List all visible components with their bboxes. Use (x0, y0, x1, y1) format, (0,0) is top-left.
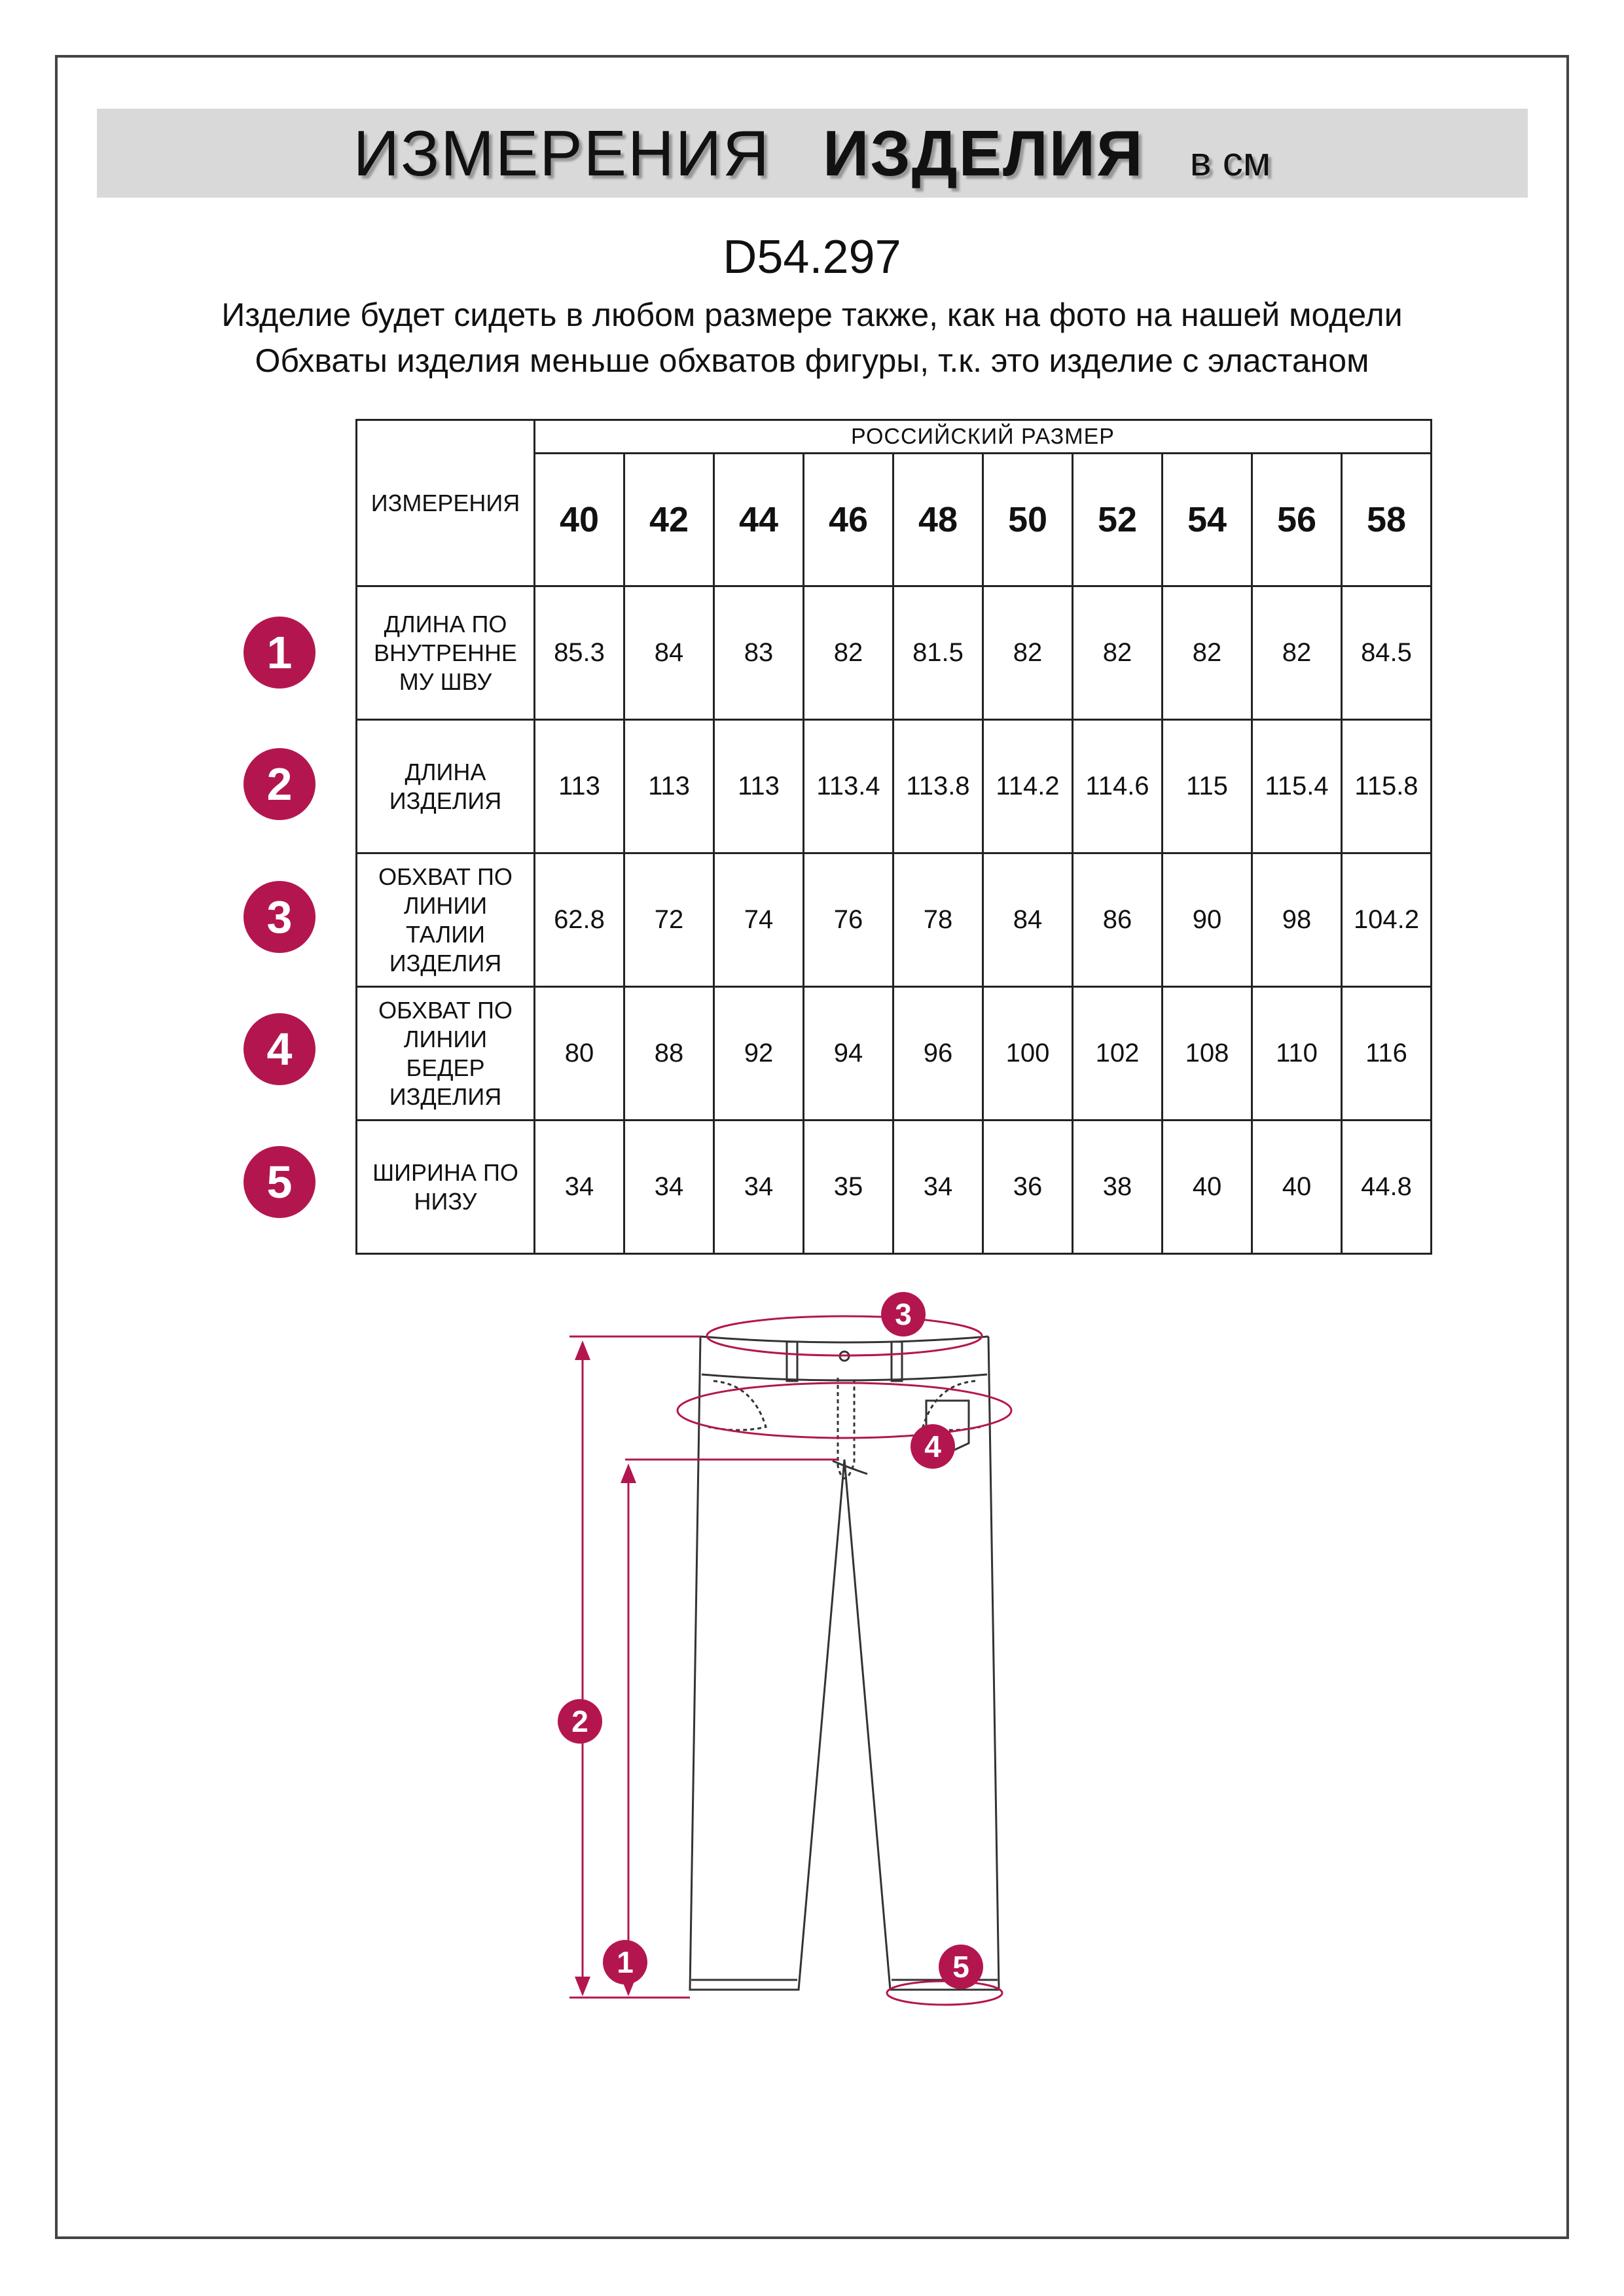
jeans-diagram (537, 1270, 1152, 2251)
table-cell: 113 (714, 720, 804, 853)
diagram-marker-4 (911, 1424, 955, 1469)
table-cell: 114.6 (1073, 720, 1163, 853)
table-cell: 88 (624, 987, 714, 1121)
table-cell: 113.8 (893, 720, 983, 853)
stretch-note: Обхваты изделия меньше обхватов фигуры, т.к. это изделие с эластаном (255, 342, 1369, 379)
table-cell: 115.4 (1252, 720, 1342, 853)
measurement-label-line: ОБХВАТ ПО (378, 996, 513, 1024)
table-row (357, 987, 1432, 1121)
table-cell: 40 (1252, 1121, 1342, 1254)
size-header-40: 40 (535, 454, 624, 586)
table-cell: 76 (804, 853, 893, 987)
diagram-marker-2 (558, 1699, 602, 1744)
table-cell: 113 (624, 720, 714, 853)
measurement-label-line: ИЗДЕЛИЯ (389, 949, 502, 977)
size-header-52: 52 (1073, 454, 1163, 586)
size-header-54: 54 (1163, 454, 1252, 586)
marker-number: 5 (952, 1950, 969, 1984)
table-cell: 116 (1342, 987, 1432, 1121)
row-number-badge: 1 (244, 617, 316, 689)
table-cell: 82 (983, 586, 1073, 720)
table-cell: 34 (714, 1121, 804, 1254)
table-row (357, 853, 1432, 987)
size-header-48: 48 (893, 454, 983, 586)
measurement-label (357, 987, 535, 1121)
table-cell: 92 (714, 987, 804, 1121)
measurement-label-line: ДЛИНА ПО (384, 610, 507, 637)
size-header-46: 46 (804, 454, 893, 586)
jeans-outline (690, 1336, 999, 1990)
measurement-label-line: НИЗУ (414, 1187, 477, 1215)
table-cell: 44.8 (1342, 1121, 1432, 1254)
table-body (357, 586, 1432, 1254)
table-cell: 113.4 (804, 720, 893, 853)
table-cell: 34 (624, 1121, 714, 1254)
measurement-label (357, 853, 535, 987)
table-cell: 90 (1163, 853, 1252, 987)
diagram-marker-3 (881, 1292, 926, 1336)
measurement-label-line: БЕДЕР (406, 1054, 485, 1081)
table-cell: 82 (804, 586, 893, 720)
measurement-label (357, 1121, 535, 1254)
marker-number: 3 (895, 1297, 912, 1331)
page-title (0, 114, 1624, 212)
table-cell: 84 (983, 853, 1073, 987)
measurement-label-line: ДЛИНА (405, 758, 486, 785)
table-cell: 82 (1073, 586, 1163, 720)
table-cell: 35 (804, 1121, 893, 1254)
model-code: D54.297 (723, 231, 901, 283)
table-cell: 38 (1073, 1121, 1163, 1254)
title-regular: ИЗМЕРЕНИЯ (353, 117, 770, 189)
measurement-label-line: ИЗДЕЛИЯ (389, 1083, 502, 1110)
russian-size-header: РОССИЙСКИЙ РАЗМЕР (535, 420, 1432, 454)
table-cell: 84.5 (1342, 586, 1432, 720)
table-cell: 84 (624, 586, 714, 720)
size-header-50: 50 (983, 454, 1073, 586)
table-cell: 115.8 (1342, 720, 1432, 853)
size-table (355, 419, 1432, 1255)
measurement-label (357, 586, 535, 720)
table-cell: 72 (624, 853, 714, 987)
measure-lines (569, 1316, 1011, 2005)
diagram-marker-5 (939, 1945, 983, 1989)
measurement-label-line: ВНУТРЕННЕ (374, 639, 517, 666)
table-cell: 80 (535, 987, 624, 1121)
row-number-badge: 3 (244, 881, 316, 953)
size-header-44: 44 (714, 454, 804, 586)
measurements-header: ИЗМЕРЕНИЯ (357, 420, 535, 586)
measurement-label-line: ТАЛИИ (406, 920, 485, 948)
table-cell: 113 (535, 720, 624, 853)
table-cell: 100 (983, 987, 1073, 1121)
row-number-badge: 2 (244, 748, 316, 820)
measurement-label-line: ЛИНИИ (403, 891, 488, 919)
table-cell: 74 (714, 853, 804, 987)
measurement-label-line: МУ ШВУ (399, 668, 492, 695)
table-cell: 98 (1252, 853, 1342, 987)
table-row (357, 1121, 1432, 1254)
measurement-label (357, 720, 535, 853)
size-header-58: 58 (1342, 454, 1432, 586)
measurement-label-line: ОБХВАТ ПО (378, 863, 513, 890)
measurement-label-line: ИЗДЕЛИЯ (389, 787, 502, 814)
marker-number: 1 (617, 1945, 634, 1979)
table-row (357, 586, 1432, 720)
table-row (357, 720, 1432, 853)
marker-number: 4 (924, 1429, 941, 1463)
fit-note: Изделие будет сидеть в любом размере также, как на фото на нашей модели (221, 296, 1403, 333)
marker-number: 2 (571, 1704, 588, 1738)
table-cell: 82 (1252, 586, 1342, 720)
table-cell: 81.5 (893, 586, 983, 720)
table-cell: 34 (535, 1121, 624, 1254)
measurement-label-line: ЛИНИИ (403, 1025, 488, 1052)
measure-arrowheads (575, 1340, 636, 1996)
table-cell: 40 (1163, 1121, 1252, 1254)
table-cell: 78 (893, 853, 983, 987)
table-cell: 104.2 (1342, 853, 1432, 987)
size-header-56: 56 (1252, 454, 1342, 586)
title-unit: в см (1189, 139, 1271, 185)
table-cell: 94 (804, 987, 893, 1121)
measurement-label-line: ШИРИНА ПО (372, 1158, 518, 1186)
table-cell: 96 (893, 987, 983, 1121)
table-cell: 115 (1163, 720, 1252, 853)
table-cell: 108 (1163, 987, 1252, 1121)
table-cell: 85.3 (535, 586, 624, 720)
size-header-42: 42 (624, 454, 714, 586)
table-cell: 102 (1073, 987, 1163, 1121)
table-cell: 110 (1252, 987, 1342, 1121)
table-cell: 34 (893, 1121, 983, 1254)
row-number-badge: 4 (244, 1013, 316, 1085)
diagram-markers (558, 1292, 983, 1989)
table-cell: 86 (1073, 853, 1163, 987)
table-cell: 82 (1163, 586, 1252, 720)
table-cell: 114.2 (983, 720, 1073, 853)
title-bold: ИЗДЕЛИЯ (822, 117, 1144, 189)
diagram-marker-1 (603, 1940, 647, 1984)
row-number-badge: 5 (244, 1146, 316, 1218)
table-cell: 83 (714, 586, 804, 720)
table-cell: 62.8 (535, 853, 624, 987)
table-cell: 36 (983, 1121, 1073, 1254)
